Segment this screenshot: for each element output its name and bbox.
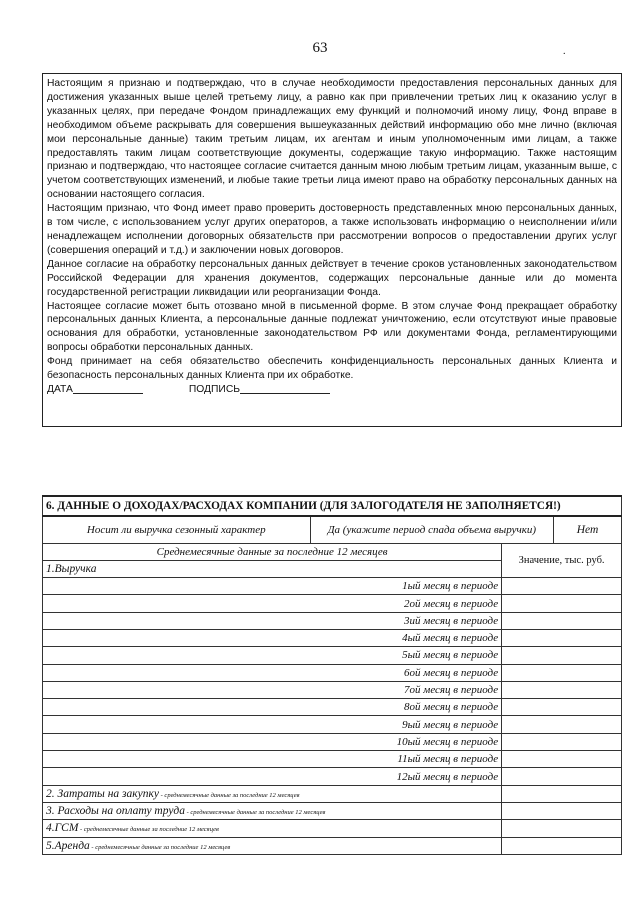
- month-label: 12ый месяц в периоде: [43, 768, 502, 785]
- expense-note: - среднемесячные данные за последние 12 месяцев: [184, 809, 326, 817]
- month-row: [43, 716, 622, 733]
- consent-paragraph-2: Настоящим признаю, что Фонд имеет право проверить достоверность представленных мною персональных данных, в том числе, с использованием услуг других операторов, а также использовать информацию о неисполнении и/или ненадлежащем исполнении договорных обязательств при рассмотрении вопросов о предоставлении других услуг (совершения операций и т.д.) и заключении новых договоров.: [47, 203, 617, 256]
- month-row: [43, 681, 622, 698]
- expense-label: 5.Аренда: [46, 839, 90, 852]
- month-row: [43, 664, 622, 681]
- month-label: 8ой месяц в периоде: [43, 699, 502, 716]
- section-header-row: [43, 496, 622, 516]
- month-row: [43, 612, 622, 629]
- month-value-cell[interactable]: [502, 629, 622, 646]
- expense-label: 3. Расходы на оплату труда: [46, 805, 185, 818]
- expense-note: - среднемесячные данные за последние 12 месяцев: [159, 791, 300, 799]
- signature-line: [47, 383, 617, 397]
- seasonal-row: [43, 516, 622, 543]
- expense-note: - среднемесячные данные за последние 12 месяцев: [89, 843, 231, 851]
- expense-row-purchases: [43, 785, 622, 802]
- signature-field[interactable]: [240, 383, 330, 394]
- consent-text-box: [42, 73, 622, 427]
- month-value-cell[interactable]: [502, 716, 622, 733]
- seasonal-question: Носит ли выручка сезонный характер: [43, 516, 311, 543]
- expense-cell: [43, 802, 502, 819]
- month-label: 3ий месяц в периоде: [43, 612, 502, 629]
- value-header: Значение, тыс. руб.: [502, 543, 622, 578]
- expense-value-cell[interactable]: [502, 802, 622, 819]
- revenue-label: 1.Выручка: [43, 560, 502, 577]
- month-row: [43, 733, 622, 750]
- expense-note: - среднемесячные данные за последние 12 месяцев: [78, 826, 219, 834]
- consent-paragraph-5: Фонд принимает на себя обязательство обеспечить конфиденциальность персональных данных Клиента и безопасность персональных данных Клиента при их обработке.: [47, 356, 617, 382]
- month-row: [43, 768, 622, 785]
- expense-value-cell[interactable]: [502, 785, 622, 802]
- expense-label: 4.ГСМ: [46, 822, 79, 835]
- expense-row-fuel: [43, 820, 622, 837]
- income-expense-table: [42, 495, 622, 855]
- month-value-cell[interactable]: [502, 699, 622, 716]
- month-label: 11ый месяц в периоде: [43, 751, 502, 768]
- month-row: [43, 595, 622, 612]
- month-value-cell[interactable]: [502, 681, 622, 698]
- average-header-row: [43, 543, 622, 560]
- scan-dot: .: [563, 46, 566, 57]
- expense-cell: [43, 837, 502, 854]
- seasonal-no-option[interactable]: Нет: [554, 516, 622, 543]
- expense-row-labor: [43, 802, 622, 819]
- expense-value-cell[interactable]: [502, 820, 622, 837]
- month-label: 7ой месяц в периоде: [43, 681, 502, 698]
- month-value-cell[interactable]: [502, 733, 622, 750]
- month-row: [43, 699, 622, 716]
- month-label: 9ый месяц в периоде: [43, 716, 502, 733]
- expense-cell: [43, 820, 502, 837]
- page-number: 63: [312, 40, 328, 56]
- month-label: 4ый месяц в периоде: [43, 629, 502, 646]
- average-header: Среднемесячные данные за последние 12 месяцев: [43, 543, 502, 560]
- expense-cell: [43, 785, 502, 802]
- expense-label: 2. Затраты на закупку: [46, 787, 160, 800]
- consent-paragraph-3: Данное согласие на обработку персональных данных действует в течение сроков установленных законодательством Российской Федерации для хранения документов, содержащих персональные данные или до момента государственной регистрации ликвидации или реорганизации Фонда.: [47, 258, 617, 298]
- expense-value-cell[interactable]: [502, 837, 622, 854]
- month-value-cell[interactable]: [502, 578, 622, 595]
- month-value-cell[interactable]: [502, 768, 622, 785]
- signature-label: ПОДПИСЬ: [188, 383, 241, 395]
- month-value-cell[interactable]: [502, 612, 622, 629]
- month-label: 6ой месяц в периоде: [43, 664, 502, 681]
- month-value-cell[interactable]: [502, 647, 622, 664]
- month-value-cell[interactable]: [502, 664, 622, 681]
- month-value-cell[interactable]: [502, 595, 622, 612]
- month-value-cell[interactable]: [502, 751, 622, 768]
- consent-paragraph-4: Настоящее согласие может быть отозвано мной в письменной форме. В этом случае Фонд прекращает обработку персональных данных Клиента, а персональные данные подлежат уничтожению, если отсутствуют иные правовые основания для обработки, установленные законодательством РФ или документами Фонда, регламентирующими вопросы обработки персональных данных.: [47, 300, 617, 354]
- consent-paragraph-1: Настоящим я признаю и подтверждаю, что в случае необходимости предоставления персональных данных для достижения указанных выше целей третьему лицу, а равно как при привлечении третьих лиц к оказанию услуг в указанных целях, при передаче Фондом принадлежащих ему функций и полномочий иному лицу, Фонд вправе в необходимом объеме раскрывать для совершения вышеуказанных действий информацию обо мне лично (включая мои персональные данные) таким третьим лицам, их агентам и иным уполномоченным ими лицам, а также предоставлять таким лицам соответствующие документы, содержащие такую информацию. Также настоящим признаю и подтверждаю, что настоящее согласие считается данным мною любым третьим лицам, указанным выше, с учетом соответствующих изменений, и любые такие третьи лица имеют право на обработку персональных данных на основании настоящего согласия.: [47, 78, 617, 201]
- date-label: ДАТА: [47, 383, 73, 395]
- month-row: [43, 629, 622, 646]
- month-label: 10ый месяц в периоде: [43, 733, 502, 750]
- seasonal-yes-option[interactable]: Да (укажите период спада объема выручки): [310, 516, 554, 543]
- month-row: [43, 578, 622, 595]
- month-label: 5ый месяц в периоде: [43, 647, 502, 664]
- date-field[interactable]: [73, 383, 143, 394]
- month-label: 1ый месяц в периоде: [43, 578, 502, 595]
- month-label: 2ой месяц в периоде: [43, 595, 502, 612]
- expense-row-rent: [43, 837, 622, 854]
- month-row: [43, 751, 622, 768]
- section-title: 6. ДАННЫЕ О ДОХОДАХ/РАСХОДАХ КОМПАНИИ (ДЛЯ ЗАЛОГОДАТЕЛЯ НЕ ЗАПОЛНЯЕТСЯ!): [43, 496, 622, 516]
- month-row: [43, 647, 622, 664]
